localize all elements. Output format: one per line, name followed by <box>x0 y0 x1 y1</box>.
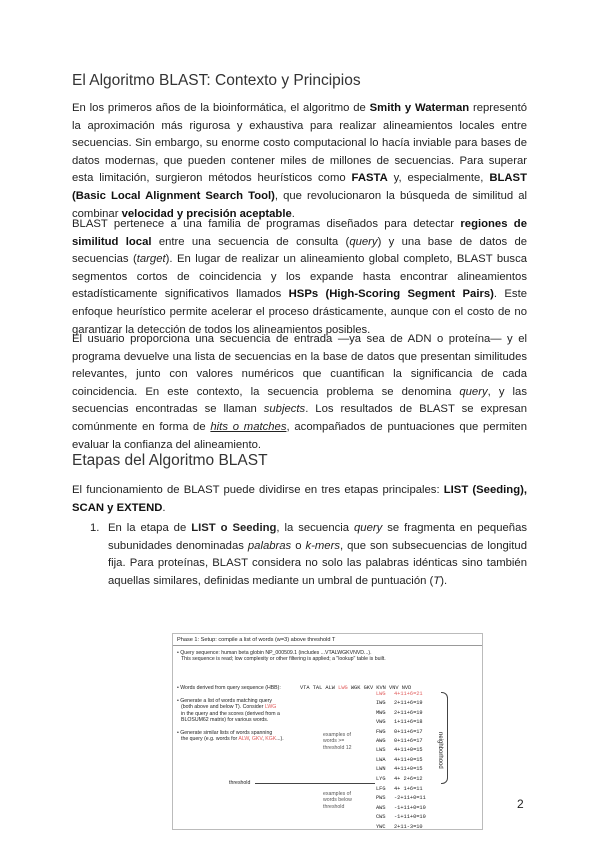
text-run: , que son subsecuencias de longitud fija. Para proteínas, BLAST considera no solo las palabras idénticas sino también aquellas similares, definidas mediante un umbral de puntuación ( <box>108 539 527 587</box>
figure-words-highlight: LWG <box>338 685 348 691</box>
figure-phase-title: Phase 1: Setup: compile a list of words (w=3) above threshold T <box>177 637 336 643</box>
figure-above-word: VWG <box>376 719 386 726</box>
figure-gen2-sep1: , <box>248 736 251 743</box>
figure-above-score: 1+11+6=18 <box>394 719 423 726</box>
figure-above-word: LYG <box>376 775 386 782</box>
text-run: regiones de similitud local <box>72 218 527 248</box>
figure-below-score: -1+11+0=10 <box>394 804 426 811</box>
figure-above-row <box>376 747 423 753</box>
text-run: velocidad y precisión aceptable <box>121 207 292 220</box>
text-run: query <box>354 522 383 534</box>
figure-above-score: 2+11+6=19 <box>394 709 423 716</box>
figure-below-word: LFG <box>376 786 386 792</box>
text-run: query <box>349 235 378 248</box>
paragraph-blast-family <box>72 216 527 339</box>
figure-above-row <box>376 738 423 744</box>
text-run: BLAST pertenece a una familia de programas diseñados para detectar <box>72 218 461 230</box>
figure-above-word: FWG <box>376 728 386 735</box>
text-run: , acompañados de puntuaciones que permiten evaluar la confianza del alineamiento. <box>72 420 527 451</box>
text-run: y, especialmente, <box>387 172 490 185</box>
figure-above-row <box>376 691 423 697</box>
text-run: hits o matches <box>210 420 287 433</box>
figure-above-word: LWA <box>376 756 386 763</box>
text-run: En los primeros años de la bioinformática, el algoritmo de <box>72 102 370 114</box>
figure-gen1-line2: (both above and below T). Consider <box>181 704 264 711</box>
figure-examples-below-1: examples of <box>323 791 351 797</box>
figure-above-word: LWN <box>376 766 386 773</box>
text-run: T <box>433 574 441 587</box>
figure-threshold-line <box>255 783 375 784</box>
figure-words-text: VTA TAL ALW LWG WGK GKV KVN VNV NVD <box>300 685 412 691</box>
figure-above-score: 4+11+6=21 <box>394 691 423 697</box>
text-run: El usuario proporciona una secuencia de entrada —ya sea de ADN o proteína— y el programa devuelve una lista de secuencias en la base de datos que presentan similitudes relevantes, junto con valores numéricos que cuantifican la significancia de cada coincidencia. En este contexto, la secuencia problema se denomina <box>72 333 527 398</box>
figure-below-word: YWC <box>376 823 386 830</box>
figure-threshold-label: threshold <box>229 780 251 786</box>
text-run: target <box>136 253 166 266</box>
paragraph-stages-overview <box>72 482 527 517</box>
text-run: FASTA <box>351 172 388 185</box>
text-run: . <box>291 207 295 220</box>
figure-below-row <box>376 786 423 792</box>
figure-examples-above-1: examples of <box>323 732 351 738</box>
list-item-number: 1. <box>90 522 100 534</box>
text-run: . Este enfoque heurístico permite acelerar el proceso drásticamente, aunque con el costo de no garantizar la detección de todos los alineamientos posibles. <box>72 288 527 336</box>
figure-above-row <box>376 729 423 735</box>
figure-below-score: -2+11+0=11 <box>394 795 426 802</box>
figure-below-word: CWS <box>376 814 386 821</box>
figure-above-row <box>376 710 423 716</box>
figure-above-row <box>376 776 423 782</box>
figure-below-row <box>376 805 426 811</box>
text-run: query <box>459 385 488 398</box>
figure-above-row <box>376 757 423 763</box>
figure-above-row <box>376 700 423 706</box>
figure-above-score: 4+11+0=15 <box>394 766 423 773</box>
text-run: LIST (Seeding), SCAN y EXTEND <box>72 484 527 514</box>
paragraph-intro <box>72 100 527 223</box>
figure-gen2-sep2: , <box>262 736 264 743</box>
figure-gen2-line2: the query (e.g. words for <box>181 736 238 743</box>
figure-above-word: MWG <box>376 709 386 716</box>
text-run: . <box>162 501 166 514</box>
figure-gen1-line4: BLOSUM62 matrix) for various words. <box>181 716 269 723</box>
text-run: . Los resultados de BLAST se expresan comúnmente en forma de <box>72 403 527 433</box>
text-run: HSPs (High-Scoring Segment Pairs) <box>288 288 494 301</box>
figure-gen2-hl3: KGK <box>265 736 277 743</box>
figure-examples-below-3: threshold <box>323 803 345 810</box>
figure-divider <box>173 645 482 646</box>
text-run: , y las secuencias encontradas se llaman <box>72 385 527 416</box>
figure-below-word: AWS <box>376 804 386 811</box>
page-number: 2 <box>517 797 524 811</box>
figure-examples-below <box>323 791 352 810</box>
figure-generate-similar <box>177 730 284 743</box>
figure-examples-above-2: words >= <box>323 738 345 745</box>
text-run: ) y una base de datos de secuencias ( <box>72 235 528 266</box>
figure-below-row <box>376 824 423 830</box>
text-run: entre una secuencia de consulta ( <box>151 235 350 248</box>
text-run: o <box>291 539 306 552</box>
text-run: representó la aproximación más rigurosa y exhaustiva para realizar alineamientos locales entre secuencias. Sin embargo, su enorme costo computacional lo hacía inviable para bases de datos modernas, que pueden contener miles de millones de secuencias. Para superar esta limitación, surgieron métodos heurísticos como <box>72 102 527 185</box>
text-run: El funcionamiento de BLAST puede dividirse en tres etapas principales: <box>72 484 444 496</box>
figure-examples-above <box>323 732 352 751</box>
figure-query-line2: This sequence is read; low complexity or other filtering is applied; a "lookup" table is built. <box>181 656 386 662</box>
figure-below-row <box>376 795 426 801</box>
figure-above-word: AWG <box>376 738 386 744</box>
figure-gen1-line1: • Generate a list of words matching query <box>177 698 272 704</box>
figure-above-score: 0+11+6=17 <box>394 728 423 735</box>
figure-below-score: 4+ 1+6=11 <box>394 786 423 792</box>
figure-above-score: 4+11+0=15 <box>394 756 423 763</box>
text-run: En la etapa de <box>108 522 192 534</box>
figure-words-label: • Words derived from query sequence (HBB): <box>177 685 281 691</box>
figure-gen2-end: ...). <box>276 736 284 743</box>
figure-neighborhood-label: neighborhood <box>437 732 443 769</box>
text-run: LIST o Seeding <box>191 522 277 534</box>
figure-below-score: 2+11-3=10 <box>394 823 423 830</box>
figure-gen2-hl2: GKV <box>251 736 263 743</box>
figure-gen2-line1: • Generate similar lists of words spanning <box>177 730 273 736</box>
figure-below-word: PWS <box>376 795 386 802</box>
figure-above-row <box>376 766 423 772</box>
figure-above-score: 0+11+6=17 <box>394 738 423 744</box>
figure-above-score: 2+11+6=19 <box>394 700 423 707</box>
figure-query-line1: • Query sequence: human beta globin NP_000509.1 (includes ...VTALWGKVNVD...). <box>177 650 372 656</box>
text-run: se fragmenta en pequeñas subunidades denominadas <box>108 522 527 552</box>
figure-above-word: LWS <box>376 747 386 754</box>
text-run: subjects <box>263 403 306 416</box>
text-run: BLAST (Basic Local Alignment Search Tool) <box>72 172 527 202</box>
figure-below-row <box>376 814 426 820</box>
figure-examples-below-2: words below <box>323 797 352 804</box>
figure-examples-above-3: threshold 12 <box>323 744 352 751</box>
figure-gen1-highlight: LWG <box>264 704 277 711</box>
section-title-blast-context: El Algoritmo BLAST: Contexto y Principios <box>72 72 361 89</box>
blast-phase1-figure <box>172 633 483 830</box>
figure-gen2-hl1: ALW <box>238 736 249 743</box>
figure-above-word: LWG <box>376 691 386 697</box>
figure-gen1-line3: in the query and the scores (derived from a <box>181 710 280 717</box>
figure-above-score: 4+ 2+6=12 <box>394 775 423 782</box>
text-run: Smith y Waterman <box>369 102 470 114</box>
figure-above-word: IWG <box>376 700 386 707</box>
text-run: ). <box>440 574 448 587</box>
figure-above-score: 4+11+0=15 <box>394 747 423 754</box>
text-run: ). En lugar de realizar un alineamiento global completo, BLAST busca segmentos cortos de coincidencia y los expande hasta encontrar alineamientos estadísticamente significativos llamados <box>72 253 528 301</box>
text-run: palabras <box>247 539 292 552</box>
section-title-blast-stages: Etapas del Algoritmo BLAST <box>72 452 268 469</box>
figure-generate-list <box>177 698 280 723</box>
text-run: k-mers <box>305 539 340 552</box>
list-item-list-seeding <box>108 520 527 590</box>
paragraph-user-input <box>72 331 527 454</box>
figure-above-row <box>376 719 423 725</box>
text-run: , la secuencia <box>276 522 354 534</box>
figure-below-score: -1+11+0=10 <box>394 814 426 821</box>
text-run: , que revolucionaron la búsqueda de similitud al combinar <box>72 189 527 220</box>
